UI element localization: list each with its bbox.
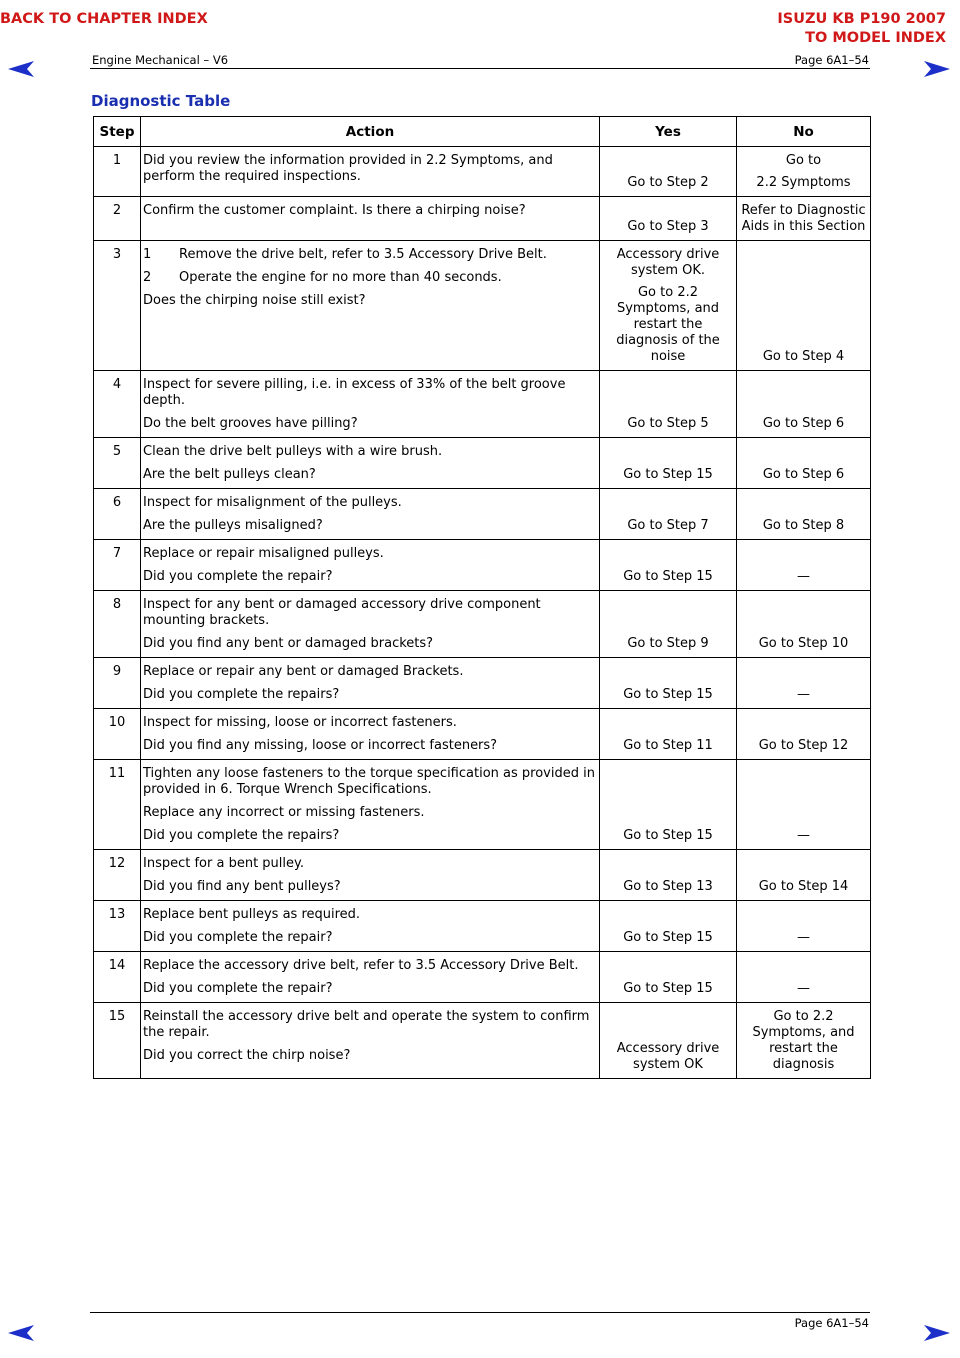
diagnostic-table bbox=[93, 116, 871, 1079]
action-text: Do the belt grooves have pilling? bbox=[143, 416, 358, 431]
no-cell bbox=[737, 760, 871, 850]
table-row bbox=[94, 197, 871, 241]
yes-cell bbox=[600, 540, 737, 591]
action-cell bbox=[141, 658, 600, 709]
no-text: 2.2 Symptoms bbox=[756, 175, 851, 190]
action-text: Inspect for misalignment of the pulleys. bbox=[143, 495, 402, 510]
no-cell bbox=[737, 850, 871, 901]
table-row bbox=[94, 489, 871, 540]
action-list-item bbox=[143, 247, 597, 263]
action-cell bbox=[141, 438, 600, 489]
no-cell bbox=[737, 591, 871, 658]
action-cell bbox=[141, 952, 600, 1003]
arrow-right-icon[interactable] bbox=[922, 1324, 952, 1342]
to-model-index-link[interactable]: TO MODEL INDEX bbox=[805, 30, 946, 46]
yes-text: Go to Step 7 bbox=[627, 518, 709, 533]
action-text: Did you find any bent pulleys? bbox=[143, 879, 341, 894]
no-text: Go to Step 10 bbox=[758, 636, 849, 651]
step-number: 14 bbox=[94, 952, 141, 1003]
header-rule bbox=[90, 68, 870, 69]
table-row bbox=[94, 371, 871, 438]
yes-text: Accessory drive system OK bbox=[616, 1041, 720, 1072]
no-text: — bbox=[797, 569, 810, 584]
yes-text: Go to Step 9 bbox=[627, 636, 709, 651]
action-list-text: Remove the drive belt, refer to 3.5 Accessory Drive Belt. bbox=[179, 247, 547, 262]
table-row bbox=[94, 658, 871, 709]
action-text: Did you complete the repair? bbox=[143, 981, 333, 996]
yes-cell bbox=[600, 850, 737, 901]
yes-text: Go to Step 3 bbox=[627, 219, 709, 234]
action-text: Replace any incorrect or missing fasteners. bbox=[143, 805, 425, 820]
yes-cell bbox=[600, 952, 737, 1003]
action-text: Are the belt pulleys clean? bbox=[143, 467, 316, 482]
table-row bbox=[94, 1003, 871, 1079]
action-text: Did you complete the repairs? bbox=[143, 828, 340, 843]
step-number: 13 bbox=[94, 901, 141, 952]
no-text: — bbox=[797, 930, 810, 945]
footer-page-number: Page 6A1–54 bbox=[794, 1316, 869, 1330]
action-list-number: 1 bbox=[143, 247, 152, 262]
yes-cell bbox=[600, 241, 737, 371]
table-row bbox=[94, 952, 871, 1003]
action-text: Are the pulleys misaligned? bbox=[143, 518, 323, 533]
step-number: 11 bbox=[94, 760, 141, 850]
no-cell bbox=[737, 901, 871, 952]
action-text: Does the chirping noise still exist? bbox=[143, 293, 366, 308]
no-text: Go to Step 12 bbox=[758, 738, 849, 753]
action-text: Replace or repair any bent or damaged Brackets. bbox=[143, 664, 464, 679]
no-cell bbox=[737, 658, 871, 709]
action-text: Did you correct the chirp noise? bbox=[143, 1048, 351, 1063]
action-text: Did you complete the repair? bbox=[143, 569, 333, 584]
yes-text: Go to Step 11 bbox=[623, 738, 713, 753]
action-cell bbox=[141, 760, 600, 850]
no-text: Go to 2.2 Symptoms, and restart the diagnosis bbox=[752, 1009, 855, 1072]
yes-text: Go to Step 2 bbox=[627, 175, 709, 190]
yes-cell bbox=[600, 709, 737, 760]
action-list-item bbox=[143, 270, 597, 286]
table-row bbox=[94, 438, 871, 489]
header-action: Action bbox=[141, 117, 600, 147]
action-cell bbox=[141, 371, 600, 438]
table-row bbox=[94, 540, 871, 591]
step-number: 8 bbox=[94, 591, 141, 658]
yes-text: Go to 2.2 Symptoms, and restart the diagnosis of the noise bbox=[616, 285, 720, 364]
action-text: Inspect for severe pilling, i.e. in excess of 33% of the belt groove depth. bbox=[143, 377, 566, 408]
action-cell bbox=[141, 540, 600, 591]
header-step: Step bbox=[94, 117, 141, 147]
step-number: 10 bbox=[94, 709, 141, 760]
action-text: Clean the drive belt pulleys with a wire brush. bbox=[143, 444, 443, 459]
yes-text: Go to Step 15 bbox=[623, 467, 713, 482]
table-row bbox=[94, 901, 871, 952]
action-text: Did you review the information provided in 2.2 Symptoms, and perform the required inspections. bbox=[143, 153, 553, 184]
yes-cell bbox=[600, 901, 737, 952]
table-row bbox=[94, 760, 871, 850]
step-number: 5 bbox=[94, 438, 141, 489]
no-text: Go to Step 4 bbox=[762, 349, 845, 364]
table-row bbox=[94, 850, 871, 901]
yes-cell bbox=[600, 760, 737, 850]
no-text: — bbox=[797, 828, 810, 843]
yes-cell bbox=[600, 438, 737, 489]
table-row bbox=[94, 241, 871, 371]
action-cell bbox=[141, 901, 600, 952]
no-text: — bbox=[797, 981, 810, 996]
action-text: Tighten any loose fasteners to the torque specification as provided in provided in 6. Torque Wrench Specifications. bbox=[143, 766, 595, 797]
yes-cell bbox=[600, 591, 737, 658]
yes-cell bbox=[600, 1003, 737, 1079]
step-number: 2 bbox=[94, 197, 141, 241]
action-list bbox=[143, 247, 597, 286]
step-number: 15 bbox=[94, 1003, 141, 1079]
table-row bbox=[94, 709, 871, 760]
table-row bbox=[94, 147, 871, 197]
yes-text: Go to Step 13 bbox=[623, 879, 713, 894]
header-no: No bbox=[737, 117, 871, 147]
yes-text: Go to Step 15 bbox=[623, 569, 713, 584]
action-cell bbox=[141, 197, 600, 241]
no-cell bbox=[737, 197, 871, 241]
action-text: Inspect for missing, loose or incorrect fasteners. bbox=[143, 715, 457, 730]
action-cell bbox=[141, 1003, 600, 1079]
action-cell bbox=[141, 147, 600, 197]
action-text: Inspect for any bent or damaged accessory drive component mounting brackets. bbox=[143, 597, 541, 628]
yes-cell bbox=[600, 658, 737, 709]
step-number: 7 bbox=[94, 540, 141, 591]
table-row bbox=[94, 591, 871, 658]
action-text: Did you complete the repair? bbox=[143, 930, 333, 945]
header-yes: Yes bbox=[600, 117, 737, 147]
action-text: Inspect for a bent pulley. bbox=[143, 856, 304, 871]
table-header-row bbox=[94, 117, 871, 147]
action-text: Confirm the customer complaint. Is there a chirping noise? bbox=[143, 203, 526, 218]
no-text: Go to Step 14 bbox=[758, 879, 849, 894]
no-text: Refer to Diagnostic Aids in this Section bbox=[741, 203, 866, 234]
no-cell bbox=[737, 952, 871, 1003]
no-cell bbox=[737, 540, 871, 591]
yes-cell bbox=[600, 489, 737, 540]
yes-text: Go to Step 15 bbox=[623, 930, 713, 945]
arrow-left-icon[interactable] bbox=[6, 60, 36, 78]
no-text: Go to Step 6 bbox=[762, 467, 845, 482]
footer-rule bbox=[90, 1312, 870, 1313]
action-cell bbox=[141, 489, 600, 540]
step-number: 4 bbox=[94, 371, 141, 438]
action-text: Replace or repair misaligned pulleys. bbox=[143, 546, 384, 561]
arrow-left-icon[interactable] bbox=[6, 1324, 36, 1342]
action-cell bbox=[141, 591, 600, 658]
yes-text: Go to Step 15 bbox=[623, 687, 713, 702]
action-text: Did you find any bent or damaged brackets? bbox=[143, 636, 434, 651]
page-title: Diagnostic Table bbox=[91, 92, 231, 110]
yes-text: Accessory drive system OK. bbox=[616, 247, 720, 278]
table-body bbox=[94, 147, 871, 1079]
no-cell bbox=[737, 489, 871, 540]
step-number: 1 bbox=[94, 147, 141, 197]
no-text: Go to bbox=[785, 153, 822, 168]
action-cell bbox=[141, 241, 600, 371]
action-text: Reinstall the accessory drive belt and operate the system to confirm the repair. bbox=[143, 1009, 590, 1040]
no-cell bbox=[737, 241, 871, 371]
no-text: Go to Step 8 bbox=[762, 518, 845, 533]
yes-cell bbox=[600, 371, 737, 438]
action-cell bbox=[141, 709, 600, 760]
step-number: 3 bbox=[94, 241, 141, 371]
no-cell bbox=[737, 147, 871, 197]
no-cell bbox=[737, 709, 871, 760]
yes-text: Go to Step 5 bbox=[627, 416, 709, 431]
action-text: Did you complete the repairs? bbox=[143, 687, 340, 702]
step-number: 12 bbox=[94, 850, 141, 901]
action-text: Replace bent pulleys as required. bbox=[143, 907, 361, 922]
action-cell bbox=[141, 850, 600, 901]
no-text: Go to Step 6 bbox=[762, 416, 845, 431]
action-list-number: 2 bbox=[143, 270, 152, 285]
action-text: Did you find any missing, loose or incorrect fasteners? bbox=[143, 738, 498, 753]
step-number: 6 bbox=[94, 489, 141, 540]
yes-cell bbox=[600, 197, 737, 241]
action-text: Replace the accessory drive belt, refer to 3.5 Accessory Drive Belt. bbox=[143, 958, 579, 973]
step-number: 9 bbox=[94, 658, 141, 709]
no-text: — bbox=[797, 687, 810, 702]
yes-cell bbox=[600, 147, 737, 197]
no-cell bbox=[737, 438, 871, 489]
yes-text: Go to Step 15 bbox=[623, 981, 713, 996]
yes-text: Go to Step 15 bbox=[623, 828, 713, 843]
running-header-page: Page 6A1–54 bbox=[794, 53, 869, 67]
model-title-link[interactable]: ISUZU KB P190 2007 bbox=[777, 11, 946, 27]
running-header-section: Engine Mechanical – V6 bbox=[92, 53, 229, 67]
action-list-text: Operate the engine for no more than 40 seconds. bbox=[179, 270, 502, 285]
no-cell bbox=[737, 371, 871, 438]
back-to-chapter-index-link[interactable]: BACK TO CHAPTER INDEX bbox=[0, 11, 208, 27]
arrow-right-icon[interactable] bbox=[922, 60, 952, 78]
no-cell bbox=[737, 1003, 871, 1079]
